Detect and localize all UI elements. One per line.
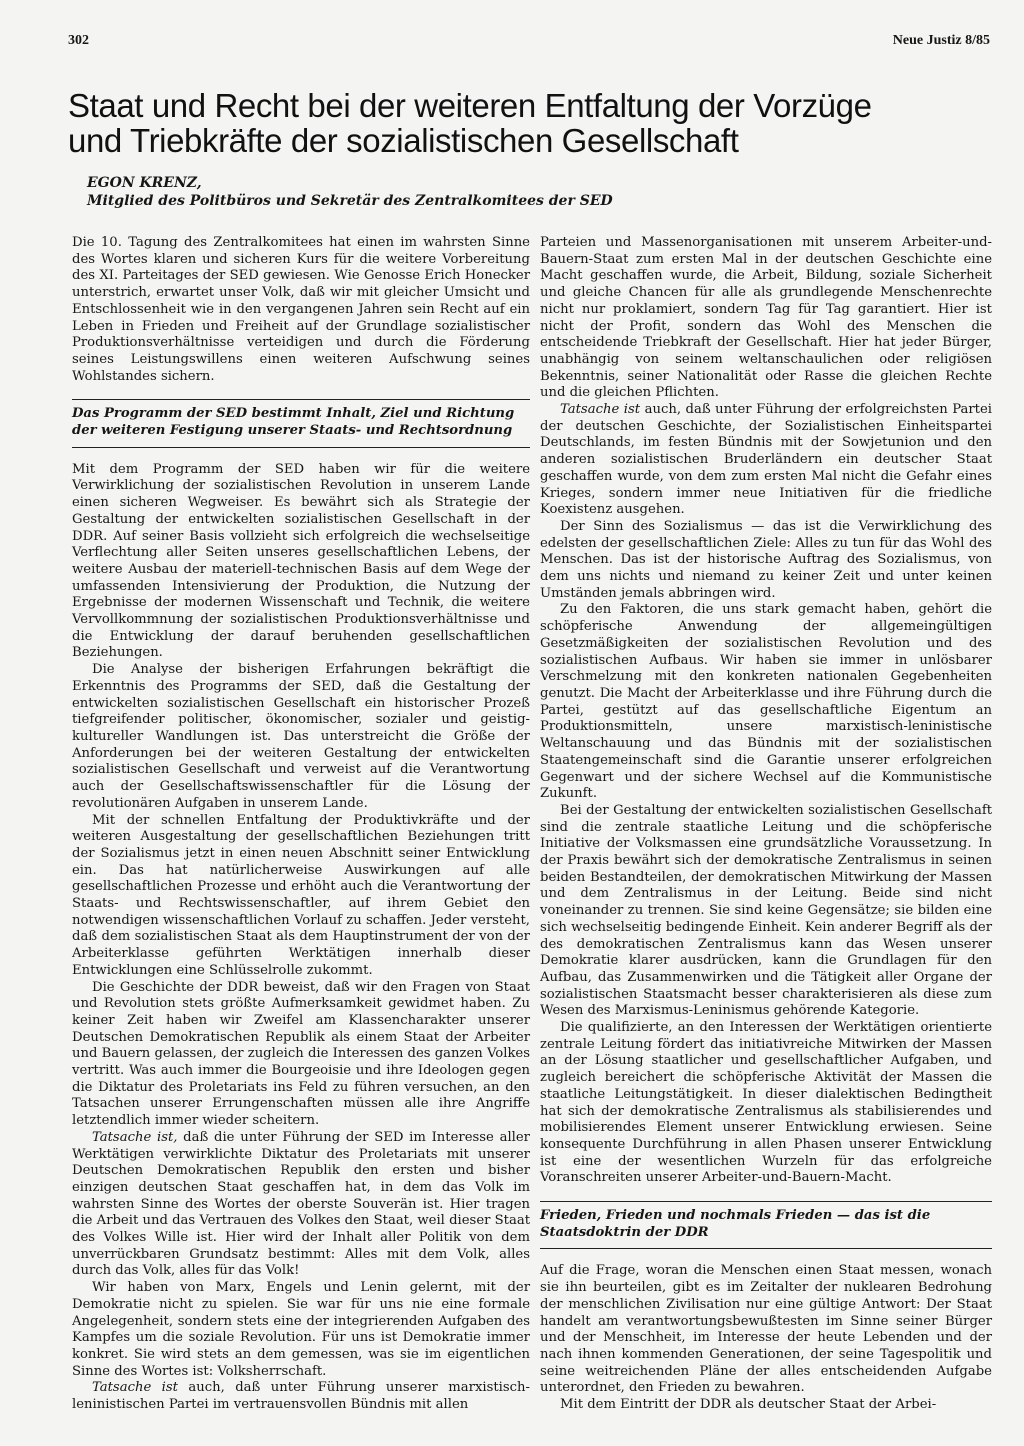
body-paragraph: Auf die Frage, woran die Menschen einen Staat messen, wonach sie ihn beurteilen, gibt es im Zeitalter der nuklearen Bedrohung der menschlichen Zivilisation nur eine gültige Antwort: Der Staat handelt am verantwortungsbewußtesten im Sinne seiner Bürger und der Menschheit, im Interesse der heute Lebenden und der nach ihnen kommenden Generationen, der seine Tagespolitik und seine weitreichenden Pläne der alles entscheidenden Aufgabe unterordnet, den Frieden zu bewahren. xyxy=(540,1263,992,1396)
page-header xyxy=(68,33,990,49)
body-paragraph xyxy=(72,1380,530,1413)
section-heading-peace: Frieden, Frieden und nochmals Frieden — das ist die Staatsdoktrin der DDR xyxy=(540,1201,992,1249)
paragraph-lead: Tatsache ist, xyxy=(92,1129,178,1145)
journal-issue: Neue Justiz 8/85 xyxy=(892,33,990,48)
body-paragraph: Wir haben von Marx, Engels und Lenin gelernt, mit der Demokratie nicht zu spielen. Sie war für uns nie eine formale Angelegenheit, sondern stets eine der integrierenden Aufgaben des Kampfes um die soziale Revolution. Für uns ist Demokratie immer konkret. Sie wird stets an dem gemessen, was sie im eigentlichen Sinne des Wortes ist: Volksherrschaft. xyxy=(72,1280,530,1379)
author-block xyxy=(87,174,613,210)
author-name: EGON KRENZ, xyxy=(87,175,202,191)
right-column xyxy=(540,235,992,1414)
article-title: Staat und Recht bei der weiteren Entfaltung der Vorzüge und Triebkräfte der sozialistischen Gesellschaft xyxy=(68,87,872,159)
body-paragraph: Parteien und Massenorganisationen mit unserem Arbeiter-und-Bauern-Staat zum ersten Mal in der deutschen Geschichte eine Macht geschaffen wurde, die Arbeit, Bildung, soziale Sicherheit und gleiche Chancen für alle als grundlegende Menschenrechte nicht nur proklamiert, sondern Tag für Tag garantiert. Hier ist nicht der Profit, sondern das Wohl des Menschen die entscheidende Triebkraft der Gesellschaft. Hier hat jeder Bürger, unabhängig von seinem weltanschaulichen oder religiösen Bekenntnis, seiner Nationalität oder Rasse die gleichen Rechte und die gleichen Pflichten. xyxy=(540,235,992,401)
author-role: Mitglied des Politbüros und Sekretär des Zentralkomitees der SED xyxy=(87,193,613,209)
left-column xyxy=(72,235,530,1414)
body-paragraph: Die Analyse der bisherigen Erfahrungen bekräftigt die Erkenntnis des Programms der SED, daß die Gestaltung der entwickelten sozialistischen Gesellschaft ein historischer Prozeß tiefgreifender politischer, ökonomischer, sozialer und geistig-kultureller Wandlungen ist. Das unterstreicht die Größe der Anforderungen bei der weiteren Gestaltung der entwickelten sozialistischen Gesellschaft und verweist auf die Verantwortung auch der Gesellschaftswissenschaftler für die Lösung der revolutionären Aufgaben in unserem Lande. xyxy=(72,662,530,811)
paragraph-lead: Tatsache ist xyxy=(92,1380,178,1396)
body-paragraph: Die Geschichte der DDR beweist, daß wir den Fragen von Staat und Revolution stets größte Aufmerksamkeit gewidmet haben. Zu keiner Zeit haben wir Zweifel am Klassencharakter unserer Deutschen Demokratischen Republik als einem Staat der Arbeiter und Bauern gelassen, der zugleich die Interessen des ganzen Volkes vertritt. Was auch immer die Bourgeoisie und ihre Ideologen gegen die Diktatur des Proletariats ins Feld zu führen versuchen, an den Tatsachen unserer Errungenschaften müssen alle ihre Angriffe letztendlich immer wieder scheitern. xyxy=(72,979,531,1129)
body-paragraph: Mit der schnellen Entfaltung der Produktivkräfte und der weiteren Ausgestaltung der gesellschaftlichen Beziehungen tritt der Sozialismus jetzt in einen neuen Abschnitt seiner Entwicklung ein. Das hat natürlicherweise Auswirkungen auf alle gesellschaftlichen Prozesse und erhöht auch die Verantwortung der Staats- und Rechtswissenschaftler, auf ihrem Gebiet den notwendigen wissenschaftlichen Vorlauf zu schaffen. Jeder versteht, daß dem sozialistischen Staat als dem Hauptinstrument der von der Arbeiterklasse geführten Werktätigen innerhalb dieser Entwicklungen eine Schlüsselrolle zukommt. xyxy=(72,812,530,978)
body-paragraph: Mit dem Eintritt der DDR als deutscher Staat der Arbei- xyxy=(560,1397,937,1413)
paragraph-lead: Tatsache ist xyxy=(560,402,641,418)
body-paragraph: Die qualifizierte, an den Interessen der Werktätigen orientierte zentrale Leitung fördert das initiativreiche Mitwirken der Massen an der Lösung staatlicher und gesellschaftlicher Aufgaben, und zugleich bereichert die schöpferische Aktivität der Massen die staatliche Leitungstätigkeit. In dieser dialektischen Bedingtheit hat sich der demokratische Zentralismus als stabilisierendes und mobilisierendes Element unserer Entwicklung erwiesen. Seine konsequente Durchführung in allen Phasen unserer Entwicklung ist eine der wesentlichen Wurzeln für das erfolgreiche Voranschreiten unserer Arbeiter-und-Bauern-Macht. xyxy=(540,1020,992,1186)
page-number: 302 xyxy=(68,33,89,48)
body-paragraph: Mit dem Programm der SED haben wir für die weitere Verwirklichung der sozialistischen Revolution in unserem Lande einen sicheren Wegweiser. Es bewährt sich als Strategie der Gestaltung der entwickelten sozialistischen Gesellschaft in der DDR. Auf seiner Basis vollzieht sich erfolgreich die wechselseitige Verflechtung aller Seiten unseres gesellschaftlichen Lebens, der weitere Ausbau der materiell-technischen Basis auf dem Wege der umfassenden Intensivierung der Produktion, die Nutzung der Ergebnisse der modernen Wissenschaft und Technik, die weitere Vervollkommnung der sozialistischen Produktionsverhältnisse und die Entwicklung der darauf beruhenden gesellschaftlichen Beziehungen. xyxy=(72,461,530,661)
paragraph-text: auch, daß unter Führung der erfolgreichsten Partei der deutschen Geschichte, der Sozialistischen Einheitspartei Deutschlands, im festen Bündnis mit der Sowjetunion und den anderen sozialistischen Bruderländern ein deutscher Staat geschaffen wurde, von dem zum ersten Mal nicht die Gefahr eines Krieges, sondern immer neue Initiativen für die friedliche Koexistenz ausgehen. xyxy=(540,402,992,518)
intro-paragraph: Die 10. Tagung des Zentralkomitees hat einen im wahrsten Sinne des Wortes klaren und sicheren Kurs für die weitere Vorbereitung des XI. Parteitages der SED gewiesen. Wie Genosse Erich Honecker unterstrich, erwartet unser Volk, daß wir mit gleicher Umsicht und Entschlossenheit wie in den vergangenen Jahren sein Recht auf ein Leben in Frieden und Freiheit auf der Grundlage sozialistischer Produktionsverhältnisse verteidigen und durch die Förderung seines Leistungswillens einen weiteren Aufschwung seines Wohlstandes sichern. xyxy=(72,235,530,384)
body-paragraph: Bei der Gestaltung der entwickelten sozialistischen Gesellschaft sind die zentrale staatliche Leitung und die schöpferische Initiative der Volksmassen eine grundsätzliche Voraussetzung. In der Praxis bewährt sich der demokratische Zentralismus in seinen beiden Bestandteilen, der demokratischen Mitwirkung der Massen und dem Zentralismus in der Leitung. Beide sind nicht voneinander zu trennen. Sie sind keine Gegensätze; sie bilden eine sich wechselseitig bedingende Einheit. Kein anderer Begriff als der des demokratischen Zentralismus kann das Wesen unserer Demokratie klarer ausdrücken, kann die Grundlagen für den Aufbau, das Zusammenwirken und die Tätigkeit aller Organe der sozialistischen Staatsmacht besser charakterisieren als diese zum Wesen des Marxismus-Leninismus gehörende Kategorie. xyxy=(540,802,992,1019)
body-paragraph xyxy=(72,1130,530,1280)
paragraph-text: auch, daß unter Führung unserer marxistisch-leninistischen Partei im vertrauensvollen Bündnis mit allen xyxy=(72,1380,531,1413)
body-paragraph: Der Sinn des Sozialismus — das ist die Verwirklichung des edelsten der gesellschaftlichen Ziele: Alles zu tun für das Wohl des Menschen. Das ist der historische Auftrag des Sozialismus, von dem uns nichts und niemand zu keiner Zeit und unter keinen Umständen jemals abbringen wird. xyxy=(540,518,992,601)
body-paragraph: Zu den Faktoren, die uns stark gemacht haben, gehört die schöpferische Anwendung der allgemeingültigen Gesetzmäßigkeiten der sozialistischen Revolution und des sozialistischen Aufbaus. Wir haben sie immer in unlösbarer Verschmelzung mit den konkreten nationalen Gegebenheiten genutzt. Die Macht der Arbeiterklasse und ihre Führung durch die Partei, gestützt auf das gesellschaftliche Eigentum an Produktionsmitteln, unsere marxistisch-leninistische Weltanschauung und das Bündnis mit der sozialistischen Staatengemeinschaft sind die Garantie unserer erfolgreichen Gegenwart und der sichere Wechsel auf die Kommunistische Zukunft. xyxy=(540,602,992,802)
paragraph-text: daß die unter Führung der SED im Interesse aller Werktätigen verwirklichte Diktatur des Proletariats mit unserer Deutschen Demokratischen Republik den ersten und bisher einzigen deutschen Staat geschaffen hat, in dem das Volk im wahrsten Sinne des Wortes der oberste Souverän ist. Hier tragen die Arbeit und das Vertrauen des Volkes den Staat, weil dieser Staat des Volkes Wille ist. Hier wird der Inhalt aller Politik von dem unverrückbaren Grundsatz bestimmt: Alles mit dem Volk, alles durch das Volk, alles für das Volk! xyxy=(72,1129,530,1279)
section-heading-program: Das Programm der SED bestimmt Inhalt, Ziel und Richtung der weiteren Festigung unserer Staats- und Rechtsordnung xyxy=(72,399,530,447)
body-paragraph xyxy=(540,402,992,519)
